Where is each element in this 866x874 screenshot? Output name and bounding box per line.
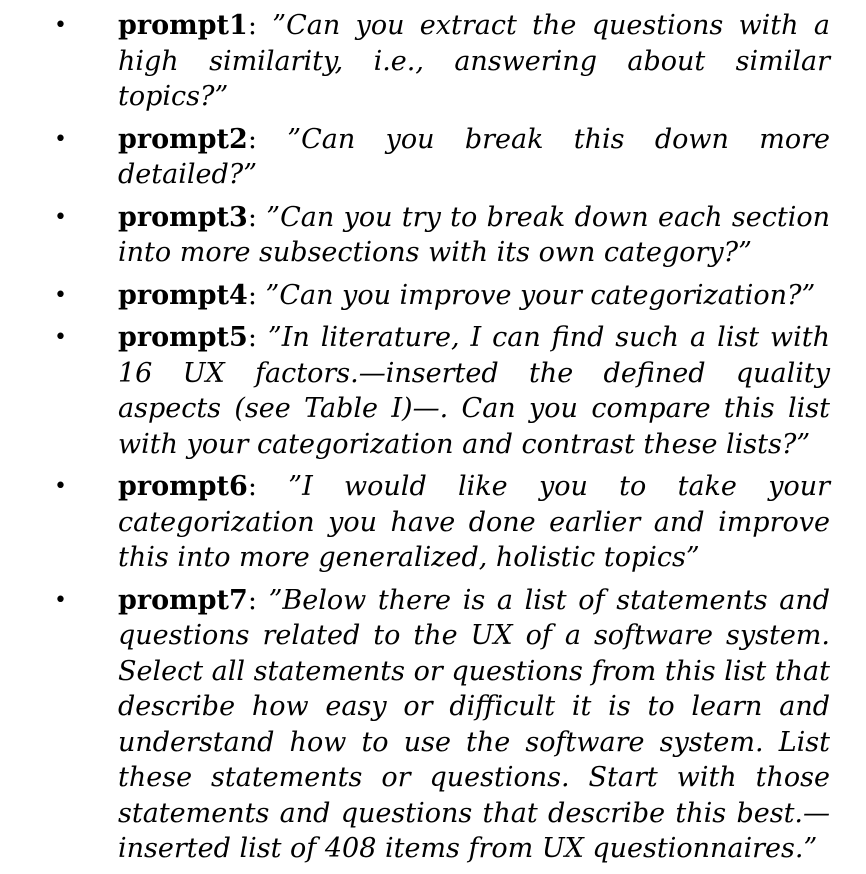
- prompt-separator: :: [247, 584, 257, 616]
- prompt-separator: :: [247, 123, 257, 155]
- list-item-prompt4: [0, 278, 830, 314]
- list-item-prompt2: [0, 122, 830, 193]
- bullet-icon: •: [54, 282, 67, 308]
- prompt-separator: :: [247, 322, 257, 353]
- prompt-separator: :: [247, 10, 257, 41]
- prompt-text: ”Can you extract the questions with a high similarity, i.e., answering about similar topics?”: [118, 10, 830, 112]
- prompt-separator: :: [247, 471, 257, 502]
- prompt-label: prompt6: [118, 471, 248, 502]
- prompt-text: ”I would like you to take your categorization you have done earlier and improve this into more generalized, holistic topics”: [118, 471, 831, 573]
- prompt-label: prompt7: [118, 584, 248, 616]
- list-item-prompt1: [0, 8, 830, 115]
- list-item-prompt3: [0, 200, 830, 271]
- prompt-text: ”Can you improve your categorization?”: [265, 279, 816, 311]
- prompt-text: ”Below there is a list of statements and questions related to the UX of a software system. Select all statements or questions from this list that describe how easy or difficult it is to learn and understand how to use the software system. List these statements or questions. Start with those statements and questions that describe this best.—inserted list of 408 items from UX questionnaires.”: [118, 584, 830, 864]
- prompt-list: [0, 8, 866, 874]
- prompt-label: prompt5: [118, 322, 248, 353]
- list-item-prompt6: [0, 469, 830, 576]
- prompt-separator: :: [247, 279, 257, 311]
- list-item-prompt7: [0, 583, 830, 867]
- bullet-icon: •: [54, 587, 67, 613]
- prompt-text: ”Can you try to break down each section into more subsections with its own category?”: [118, 201, 830, 268]
- list-item-prompt5: [0, 320, 830, 462]
- prompt-label: prompt1: [118, 10, 248, 41]
- prompt-label: prompt2: [118, 123, 248, 155]
- bullet-icon: •: [54, 325, 67, 350]
- bullet-icon: •: [54, 474, 67, 499]
- bullet-icon: •: [54, 13, 67, 38]
- prompt-label: prompt3: [118, 201, 248, 233]
- prompt-text: ”In literature, I can find such a list with 16 UX factors.—inserted the defined quality aspects (see Table I)—. Can you compare this list with your categorization and contrast these lists?”: [118, 322, 830, 460]
- bullet-icon: •: [54, 126, 67, 152]
- prompt-label: prompt4: [118, 279, 248, 311]
- prompt-text: ”Can you break this down more detailed?”: [118, 123, 830, 190]
- prompt-separator: :: [247, 201, 257, 233]
- bullet-icon: •: [54, 204, 67, 230]
